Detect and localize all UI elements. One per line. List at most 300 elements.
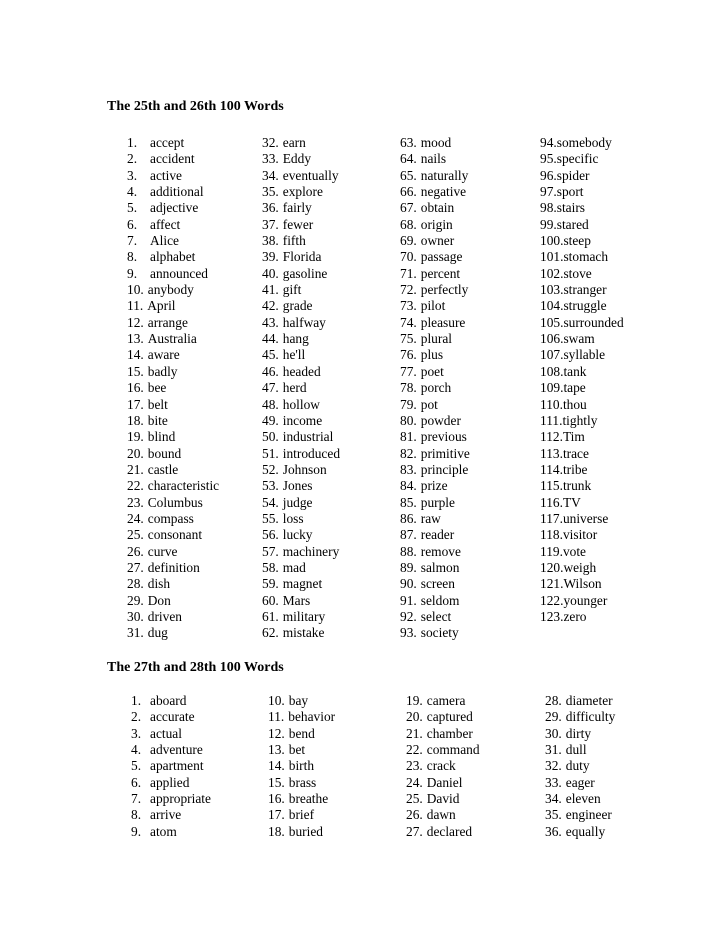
item-word: stared — [556, 216, 589, 232]
item-number: 14. — [268, 758, 285, 774]
item-number: 116. — [540, 494, 563, 510]
list-item — [406, 742, 480, 758]
item-number: 25. — [127, 527, 144, 543]
list-item — [540, 233, 624, 249]
item-word: blind — [147, 429, 176, 445]
word-column-3 — [400, 135, 470, 642]
list-item — [540, 527, 624, 543]
list-item — [262, 511, 340, 527]
item-number: 112. — [540, 429, 563, 445]
item-number: 65. — [400, 167, 417, 183]
word-column-4 — [540, 135, 624, 625]
item-word: steep — [563, 233, 591, 249]
list-item — [406, 791, 480, 807]
item-word: weigh — [563, 559, 597, 575]
item-number: 51. — [262, 445, 279, 461]
list-item — [400, 217, 470, 233]
list-item — [400, 298, 470, 314]
item-number: 35. — [262, 184, 279, 200]
item-number: 90. — [400, 576, 417, 592]
list-item — [540, 135, 624, 151]
item-word: captured — [426, 709, 473, 725]
item-number: 92. — [400, 608, 417, 624]
list-item — [540, 184, 624, 200]
item-number: 16. — [268, 791, 285, 807]
item-number: 100. — [540, 233, 564, 249]
item-word: seldom — [420, 592, 460, 608]
list-item — [400, 544, 470, 560]
list-item — [127, 233, 219, 249]
item-number: 120. — [540, 559, 564, 575]
item-number: 2. — [127, 151, 138, 167]
section-heading-25th-26th: The 25th and 26th 100 Words — [107, 99, 284, 114]
word-column-1 — [127, 135, 219, 642]
list-item — [540, 544, 624, 560]
item-number: 93. — [400, 625, 417, 641]
list-item — [540, 200, 624, 216]
list-item — [127, 593, 219, 609]
item-word: pilot — [420, 298, 446, 314]
item-word: camera — [426, 693, 466, 708]
word-column-2 — [262, 135, 340, 642]
list-item — [127, 511, 219, 527]
list-item — [127, 462, 219, 478]
list-item — [131, 775, 211, 791]
list-item — [127, 184, 219, 200]
item-word: reader — [420, 527, 455, 543]
list-item — [400, 413, 470, 429]
item-word: pleasure — [420, 314, 466, 330]
list-item — [400, 478, 470, 494]
list-item — [127, 331, 219, 347]
list-item — [127, 527, 219, 543]
item-word: additional — [150, 184, 204, 200]
list-item — [540, 168, 624, 184]
list-item — [131, 791, 211, 807]
list-item — [262, 135, 340, 151]
item-number: 60. — [262, 592, 279, 608]
item-word: hollow — [282, 396, 320, 412]
item-number: 58. — [262, 559, 279, 575]
item-number: 24. — [406, 774, 423, 790]
list-item — [268, 693, 335, 709]
list-item — [127, 266, 219, 282]
item-word: poet — [420, 363, 444, 379]
list-item — [400, 380, 470, 396]
item-number: 34. — [545, 791, 562, 807]
item-word: gift — [282, 282, 302, 298]
list-item — [540, 609, 624, 625]
list-item — [262, 429, 340, 445]
section-heading-27th-28th: The 27th and 28th 100 Words — [107, 660, 284, 675]
item-word: powder — [420, 412, 461, 428]
item-word: Tim — [562, 429, 585, 445]
item-number: 77. — [400, 363, 417, 379]
item-number: 20. — [406, 709, 423, 725]
item-word: tightly — [562, 412, 598, 428]
list-item — [400, 446, 470, 462]
item-number: 55. — [262, 510, 279, 526]
item-word: income — [282, 412, 323, 428]
list-item — [400, 593, 470, 609]
item-number: 57. — [262, 543, 279, 559]
item-word: halfway — [282, 314, 326, 330]
item-word: hang — [282, 331, 309, 347]
item-number: 101. — [540, 249, 564, 265]
item-number: 33. — [262, 151, 279, 167]
item-word: Wilson — [563, 576, 602, 592]
item-number: 4. — [127, 184, 138, 200]
item-word: nails — [420, 151, 447, 167]
list-item — [262, 527, 340, 543]
item-number: 82. — [400, 445, 417, 461]
list-item — [127, 625, 219, 641]
list-item — [262, 233, 340, 249]
item-word: swam — [563, 331, 595, 347]
item-word: duty — [565, 758, 590, 774]
item-word: military — [282, 608, 326, 624]
list-item — [400, 397, 470, 413]
item-number: 105. — [540, 314, 564, 330]
item-number: 99. — [540, 216, 557, 232]
item-word: eager — [565, 774, 595, 790]
item-word: declared — [426, 823, 473, 839]
list-item — [268, 742, 335, 758]
item-number: 109. — [540, 380, 564, 396]
item-number: 89. — [400, 559, 417, 575]
list-item — [262, 364, 340, 380]
item-word: perfectly — [420, 282, 469, 298]
item-word: introduced — [282, 445, 341, 461]
list-item — [400, 560, 470, 576]
item-number: 53. — [262, 478, 279, 494]
list-item — [400, 511, 470, 527]
item-word: crack — [426, 758, 456, 774]
list-item — [540, 413, 624, 429]
item-word: aboard — [150, 693, 187, 708]
list-item — [268, 807, 335, 823]
item-word: April — [147, 298, 176, 314]
item-number: 27. — [127, 559, 144, 575]
item-word: dull — [565, 742, 587, 758]
list-item — [545, 791, 615, 807]
item-number: 45. — [262, 347, 279, 363]
item-word: Alice — [150, 233, 179, 249]
item-word: adventure — [150, 742, 203, 758]
item-number: 47. — [262, 380, 279, 396]
item-number: 17. — [268, 807, 285, 823]
item-number: 11. — [127, 298, 144, 314]
item-word: fairly — [282, 200, 312, 216]
item-word: he'll — [282, 347, 306, 363]
item-number: 102. — [540, 265, 564, 281]
item-word: bay — [288, 693, 309, 708]
item-number: 22. — [406, 742, 423, 758]
item-number: 27. — [406, 823, 423, 839]
item-number: 88. — [400, 543, 417, 559]
item-number: 6. — [131, 774, 142, 790]
list-item — [262, 184, 340, 200]
item-word: earn — [282, 135, 306, 150]
item-word: principle — [420, 461, 469, 477]
item-number: 13. — [127, 331, 144, 347]
list-item — [545, 742, 615, 758]
item-word: select — [420, 608, 452, 624]
item-word: accurate — [150, 709, 195, 725]
item-word: explore — [282, 184, 323, 200]
item-number: 36. — [545, 823, 562, 839]
item-word: trunk — [562, 478, 592, 494]
item-number: 54. — [262, 494, 279, 510]
list-item — [262, 331, 340, 347]
item-word: breathe — [288, 791, 329, 807]
list-item — [127, 249, 219, 265]
item-number: 59. — [262, 576, 279, 592]
list-item — [406, 775, 480, 791]
item-number: 16. — [127, 380, 144, 396]
item-word: bend — [288, 725, 315, 741]
item-word: command — [426, 742, 480, 758]
list-item — [400, 429, 470, 445]
item-number: 70. — [400, 249, 417, 265]
list-item — [545, 726, 615, 742]
item-word: TV — [562, 494, 581, 510]
item-word: surrounded — [563, 314, 624, 330]
list-item — [400, 364, 470, 380]
list-item — [268, 791, 335, 807]
list-item — [127, 413, 219, 429]
list-item — [540, 364, 624, 380]
item-number: 6. — [127, 216, 138, 232]
item-word: apartment — [150, 758, 204, 774]
list-item — [262, 462, 340, 478]
item-word: badly — [147, 363, 178, 379]
item-word: Florida — [282, 249, 322, 265]
item-word: Eddy — [282, 151, 312, 167]
item-word: mistake — [282, 625, 325, 641]
item-number: 113. — [540, 445, 563, 461]
item-word: gasoline — [282, 265, 328, 281]
item-word: definition — [147, 559, 200, 575]
list-item — [127, 446, 219, 462]
item-word: obtain — [420, 200, 455, 216]
item-number: 81. — [400, 429, 417, 445]
list-item — [540, 282, 624, 298]
list-item — [400, 331, 470, 347]
item-number: 61. — [262, 608, 279, 624]
list-item — [540, 429, 624, 445]
item-word: tank — [563, 363, 587, 379]
list-item — [268, 824, 335, 840]
item-word: curve — [147, 543, 178, 559]
item-word: dug — [147, 625, 168, 641]
item-number: 110. — [540, 396, 563, 412]
item-word: tribe — [562, 461, 588, 477]
item-word: dish — [147, 576, 171, 592]
item-number: 39. — [262, 249, 279, 265]
item-word: stairs — [556, 200, 586, 216]
list-item — [127, 397, 219, 413]
item-number: 8. — [127, 249, 138, 265]
item-number: 2. — [131, 709, 142, 725]
list-item — [540, 331, 624, 347]
list-item — [540, 298, 624, 314]
item-number: 108. — [540, 363, 564, 379]
item-number: 87. — [400, 527, 417, 543]
item-number: 115. — [540, 478, 563, 494]
list-item — [540, 446, 624, 462]
item-word: Australia — [147, 331, 197, 347]
item-word: affect — [150, 216, 181, 232]
item-word: bite — [147, 412, 168, 428]
list-item — [540, 151, 624, 167]
item-word: brief — [288, 807, 315, 823]
item-word: stove — [563, 265, 592, 281]
item-word: birth — [288, 758, 315, 774]
list-item — [400, 495, 470, 511]
list-item — [262, 217, 340, 233]
item-number: 85. — [400, 494, 417, 510]
list-item — [127, 200, 219, 216]
item-number: 96. — [540, 167, 557, 183]
item-number: 22. — [127, 478, 144, 494]
item-number: 103. — [540, 282, 564, 298]
list-item — [127, 576, 219, 592]
item-number: 52. — [262, 461, 279, 477]
item-number: 9. — [131, 823, 142, 839]
item-word: fifth — [282, 233, 306, 249]
item-number: 98. — [540, 200, 557, 216]
item-number: 23. — [127, 494, 144, 510]
list-item — [262, 266, 340, 282]
item-word: stranger — [563, 282, 607, 298]
item-word: industrial — [282, 429, 334, 445]
item-word: Columbus — [147, 494, 203, 510]
item-word: tape — [563, 380, 586, 396]
item-number: 5. — [127, 200, 138, 216]
word-column-6 — [268, 693, 335, 840]
item-number: 21. — [406, 725, 423, 741]
list-item — [262, 625, 340, 641]
list-item — [127, 380, 219, 396]
item-number: 41. — [262, 282, 279, 298]
list-item — [400, 282, 470, 298]
item-word: visitor — [562, 527, 598, 543]
item-word: lucky — [282, 527, 313, 543]
item-word: naturally — [420, 167, 469, 183]
item-word: dawn — [426, 807, 456, 823]
item-number: 63. — [400, 135, 417, 150]
item-word: struggle — [563, 298, 607, 314]
list-item — [540, 495, 624, 511]
item-word: alphabet — [150, 249, 196, 265]
list-item — [400, 625, 470, 641]
item-word: aware — [147, 347, 180, 363]
item-word: anybody — [147, 282, 194, 298]
list-item — [545, 709, 615, 725]
item-number: 32. — [545, 758, 562, 774]
item-number: 26. — [406, 807, 423, 823]
item-number: 35. — [545, 807, 562, 823]
item-word: behavior — [288, 709, 336, 725]
list-item — [127, 544, 219, 560]
item-number: 3. — [131, 725, 142, 741]
item-word: previous — [420, 429, 467, 445]
list-item — [400, 233, 470, 249]
list-item — [127, 217, 219, 233]
item-word: accident — [150, 151, 195, 167]
list-item — [262, 495, 340, 511]
list-item — [131, 709, 211, 725]
item-word: raw — [420, 510, 441, 526]
item-number: 44. — [262, 331, 279, 347]
item-number: 12. — [127, 314, 144, 330]
item-word: eventually — [282, 167, 339, 183]
list-item — [262, 151, 340, 167]
item-word: sport — [556, 184, 584, 200]
item-word: buried — [288, 823, 323, 839]
item-word: fewer — [282, 216, 314, 232]
item-number: 10. — [268, 693, 285, 708]
list-item — [262, 298, 340, 314]
item-number: 56. — [262, 527, 279, 543]
list-item — [406, 709, 480, 725]
list-item — [262, 576, 340, 592]
list-item — [127, 135, 219, 151]
list-item — [400, 266, 470, 282]
item-word: stomach — [563, 249, 609, 265]
item-word: somebody — [556, 135, 612, 150]
list-item — [131, 824, 211, 840]
item-word: origin — [420, 216, 453, 232]
list-item — [400, 609, 470, 625]
item-number: 5. — [131, 758, 142, 774]
item-word: magnet — [282, 576, 323, 592]
list-item — [262, 413, 340, 429]
item-word: primitive — [420, 445, 470, 461]
item-number: 46. — [262, 363, 279, 379]
item-number: 71. — [400, 265, 417, 281]
item-word: bound — [147, 445, 182, 461]
item-word: dirty — [565, 725, 592, 741]
item-number: 26. — [127, 543, 144, 559]
item-number: 119. — [540, 543, 563, 559]
list-item — [400, 347, 470, 363]
item-word: thou — [562, 396, 587, 412]
item-word: Johnson — [282, 461, 327, 477]
word-column-8 — [545, 693, 615, 840]
item-word: difficulty — [565, 709, 616, 725]
list-item — [268, 758, 335, 774]
item-number: 28. — [545, 693, 562, 708]
list-item — [262, 560, 340, 576]
list-item — [127, 347, 219, 363]
item-number: 13. — [268, 742, 285, 758]
item-word: headed — [282, 363, 321, 379]
item-number: 104. — [540, 298, 564, 314]
list-item — [262, 249, 340, 265]
list-item — [400, 249, 470, 265]
list-item — [540, 576, 624, 592]
list-item — [127, 151, 219, 167]
item-word: Mars — [282, 592, 311, 608]
list-item — [262, 593, 340, 609]
item-word: eleven — [565, 791, 601, 807]
item-number: 50. — [262, 429, 279, 445]
item-number: 29. — [545, 709, 562, 725]
item-word: driven — [147, 608, 182, 624]
list-item — [540, 249, 624, 265]
